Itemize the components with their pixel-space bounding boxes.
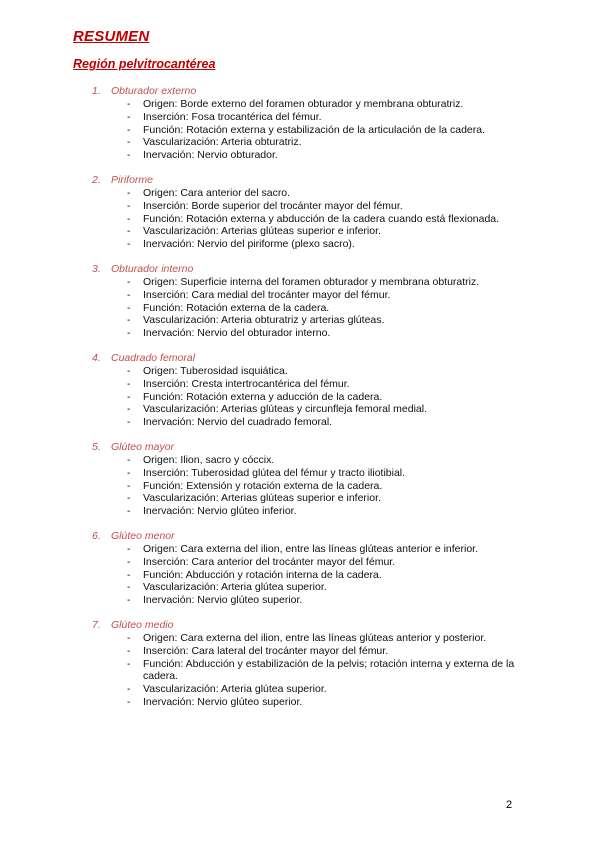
muscle-name: Cuadrado femoral bbox=[111, 351, 196, 364]
muscle-heading bbox=[0, 441, 600, 454]
dash-bullet-icon: - bbox=[127, 301, 131, 314]
list-item bbox=[0, 187, 600, 200]
muscle-heading bbox=[0, 263, 600, 276]
list-item bbox=[0, 416, 600, 429]
list-item bbox=[0, 136, 600, 149]
muscle-name: Obturador interno bbox=[111, 262, 194, 275]
dash-bullet-icon: - bbox=[127, 403, 131, 416]
list-item-text: Vascularización: Arteria glútea superior. bbox=[143, 683, 327, 696]
list-item-text: Vascularización: Arterias glúteas superior e inferior. bbox=[143, 492, 381, 505]
list-item bbox=[0, 467, 600, 480]
muscle-name: Glúteo medio bbox=[111, 618, 174, 631]
list-item bbox=[0, 505, 600, 518]
list-item bbox=[0, 645, 600, 658]
list-item bbox=[0, 556, 600, 569]
list-item bbox=[0, 391, 600, 404]
list-item-text: Inervación: Nervio del piriforme (plexo sacro). bbox=[143, 238, 355, 251]
page-number: 2 bbox=[506, 799, 513, 811]
list-item-text: Inserción: Cara anterior del trocánter mayor del fémur. bbox=[143, 555, 396, 568]
page-title: RESUMEN bbox=[73, 28, 150, 45]
list-item bbox=[0, 327, 600, 340]
muscle-heading bbox=[0, 530, 600, 543]
dash-bullet-icon: - bbox=[127, 479, 131, 492]
list-item bbox=[0, 124, 600, 137]
dash-bullet-icon: - bbox=[127, 136, 131, 149]
dash-bullet-icon: - bbox=[127, 594, 131, 607]
list-item bbox=[0, 632, 600, 645]
list-item bbox=[0, 492, 600, 505]
list-item bbox=[0, 403, 600, 416]
dash-bullet-icon: - bbox=[127, 555, 131, 568]
muscle-details-list bbox=[0, 276, 600, 340]
muscle-section bbox=[0, 619, 600, 709]
dash-bullet-icon: - bbox=[127, 327, 131, 340]
list-item-text: Vascularización: Arterias glúteas superior e inferior. bbox=[143, 225, 381, 238]
list-item-text: Vascularización: Arteria obturatriz y arterias glúteas. bbox=[143, 314, 385, 327]
list-item bbox=[0, 581, 600, 594]
list-item-text: Inserción: Borde superior del trocánter mayor del fémur. bbox=[143, 199, 403, 212]
muscle-name: Obturador externo bbox=[111, 85, 197, 97]
dash-bullet-icon: - bbox=[127, 110, 131, 123]
muscle-number: 2. bbox=[92, 173, 101, 186]
dash-bullet-icon: - bbox=[127, 123, 131, 136]
list-item bbox=[0, 238, 600, 251]
list-item-text: Origen: Cara externa del ilion, entre las líneas glúteas anterior e inferior. bbox=[143, 542, 479, 555]
list-item-text: Vascularización: Arteria glútea superior. bbox=[143, 581, 327, 594]
list-item-text: Función: Abducción y rotación interna de la cadera. bbox=[143, 568, 382, 581]
list-item-text: Origen: Tuberosidad isquiática. bbox=[143, 364, 288, 377]
list-item-text: Inervación: Nervio glúteo superior. bbox=[143, 594, 303, 607]
muscle-details-list bbox=[0, 187, 600, 251]
list-item bbox=[0, 569, 600, 582]
list-item-text: Función: Abducción y estabilización de la pelvis; rotación interna y externa de la cadera. bbox=[143, 657, 515, 683]
list-item-text: Origen: Ilion, sacro y cóccix. bbox=[143, 453, 275, 466]
muscle-name: Glúteo mayor bbox=[111, 440, 175, 453]
muscle-details-list bbox=[0, 632, 600, 709]
muscle-list bbox=[0, 85, 600, 721]
list-item bbox=[0, 314, 600, 327]
muscle-number: 7. bbox=[92, 618, 101, 631]
muscle-number: 6. bbox=[92, 529, 101, 542]
muscle-section bbox=[0, 174, 600, 251]
dash-bullet-icon: - bbox=[127, 390, 131, 403]
dash-bullet-icon: - bbox=[127, 212, 131, 225]
list-item bbox=[0, 683, 600, 696]
list-item bbox=[0, 302, 600, 315]
list-item bbox=[0, 225, 600, 238]
dash-bullet-icon: - bbox=[127, 186, 131, 199]
list-item-text: Inervación: Nervio del obturador interno. bbox=[143, 327, 331, 340]
list-item-text: Inserción: Cara lateral del trocánter mayor del fémur. bbox=[143, 644, 389, 657]
dash-bullet-icon: - bbox=[127, 657, 131, 670]
list-item bbox=[0, 98, 600, 111]
dash-bullet-icon: - bbox=[127, 695, 131, 708]
list-item-text: Inervación: Nervio del cuadrado femoral. bbox=[143, 416, 333, 429]
muscle-details-list bbox=[0, 543, 600, 607]
list-item-text: Inervación: Nervio glúteo inferior. bbox=[143, 505, 297, 518]
list-item-text: Vascularización: Arterias glúteas y circunfleja femoral medial. bbox=[143, 403, 428, 416]
muscle-section bbox=[0, 441, 600, 518]
list-item-text: Origen: Borde externo del foramen obturador y membrana obturatriz. bbox=[143, 98, 464, 110]
list-item-text: Función: Extensión y rotación externa de la cadera. bbox=[143, 479, 383, 492]
muscle-details-list bbox=[0, 454, 600, 518]
dash-bullet-icon: - bbox=[127, 377, 131, 390]
dash-bullet-icon: - bbox=[127, 542, 131, 555]
muscle-section bbox=[0, 530, 600, 607]
list-item bbox=[0, 276, 600, 289]
list-item-text: Inervación: Nervio obturador. bbox=[143, 149, 278, 162]
list-item bbox=[0, 378, 600, 391]
list-item bbox=[0, 543, 600, 556]
list-item bbox=[0, 365, 600, 378]
dash-bullet-icon: - bbox=[127, 98, 131, 110]
list-item bbox=[0, 213, 600, 226]
list-item-text: Origen: Superficie interna del foramen obturador y membrana obturatriz. bbox=[143, 275, 480, 288]
dash-bullet-icon: - bbox=[127, 631, 131, 644]
list-item-text: Función: Rotación externa y estabilización de la articulación de la cadera. bbox=[143, 123, 486, 136]
list-item-text: Inserción: Cresta intertrocantérica del fémur. bbox=[143, 377, 350, 390]
list-item bbox=[0, 454, 600, 467]
list-item-text: Función: Rotación externa y abducción de la cadera cuando está flexionada. bbox=[143, 212, 500, 225]
list-item bbox=[0, 200, 600, 213]
muscle-number: 4. bbox=[92, 351, 101, 364]
list-item bbox=[0, 149, 600, 162]
dash-bullet-icon: - bbox=[127, 288, 131, 301]
list-item bbox=[0, 480, 600, 493]
dash-bullet-icon: - bbox=[127, 364, 131, 377]
dash-bullet-icon: - bbox=[127, 466, 131, 479]
muscle-heading bbox=[0, 174, 600, 187]
list-item bbox=[0, 696, 600, 709]
dash-bullet-icon: - bbox=[127, 199, 131, 212]
list-item bbox=[0, 658, 600, 684]
muscle-name: Glúteo menor bbox=[111, 529, 175, 542]
list-item-text: Función: Rotación externa de la cadera. bbox=[143, 301, 330, 314]
dash-bullet-icon: - bbox=[127, 238, 131, 251]
dash-bullet-icon: - bbox=[127, 581, 131, 594]
dash-bullet-icon: - bbox=[127, 225, 131, 238]
muscle-details-list bbox=[0, 98, 600, 162]
muscle-number: 1. bbox=[92, 85, 101, 97]
muscle-heading bbox=[0, 85, 600, 98]
dash-bullet-icon: - bbox=[127, 314, 131, 327]
dash-bullet-icon: - bbox=[127, 644, 131, 657]
muscle-number: 3. bbox=[92, 262, 101, 275]
dash-bullet-icon: - bbox=[127, 275, 131, 288]
dash-bullet-icon: - bbox=[127, 568, 131, 581]
list-item bbox=[0, 111, 600, 124]
dash-bullet-icon: - bbox=[127, 683, 131, 696]
dash-bullet-icon: - bbox=[127, 505, 131, 518]
list-item-text: Origen: Cara externa del ilion, entre las líneas glúteas anterior y posterior. bbox=[143, 631, 487, 644]
muscle-section bbox=[0, 85, 600, 162]
dash-bullet-icon: - bbox=[127, 453, 131, 466]
list-item-text: Inserción: Fosa trocantérica del fémur. bbox=[143, 110, 322, 123]
section-subtitle: Región pelvitrocantérea bbox=[73, 57, 216, 71]
list-item-text: Inervación: Nervio glúteo superior. bbox=[143, 695, 303, 708]
list-item-text: Origen: Cara anterior del sacro. bbox=[143, 186, 291, 199]
list-item-text: Función: Rotación externa y aducción de la cadera. bbox=[143, 390, 383, 403]
muscle-heading bbox=[0, 619, 600, 632]
muscle-details-list bbox=[0, 365, 600, 429]
muscle-section bbox=[0, 352, 600, 429]
muscle-heading bbox=[0, 352, 600, 365]
list-item-text: Vascularización: Arteria obturatriz. bbox=[143, 136, 302, 149]
list-item-text: Inserción: Tuberosidad glútea del fémur y tracto iliotibial. bbox=[143, 466, 406, 479]
dash-bullet-icon: - bbox=[127, 149, 131, 162]
dash-bullet-icon: - bbox=[127, 416, 131, 429]
muscle-name: Piriforme bbox=[111, 173, 154, 186]
list-item-text: Inserción: Cara medial del trocánter mayor del fémur. bbox=[143, 288, 391, 301]
muscle-section bbox=[0, 263, 600, 340]
list-item bbox=[0, 594, 600, 607]
muscle-number: 5. bbox=[92, 440, 101, 453]
list-item bbox=[0, 289, 600, 302]
dash-bullet-icon: - bbox=[127, 492, 131, 505]
